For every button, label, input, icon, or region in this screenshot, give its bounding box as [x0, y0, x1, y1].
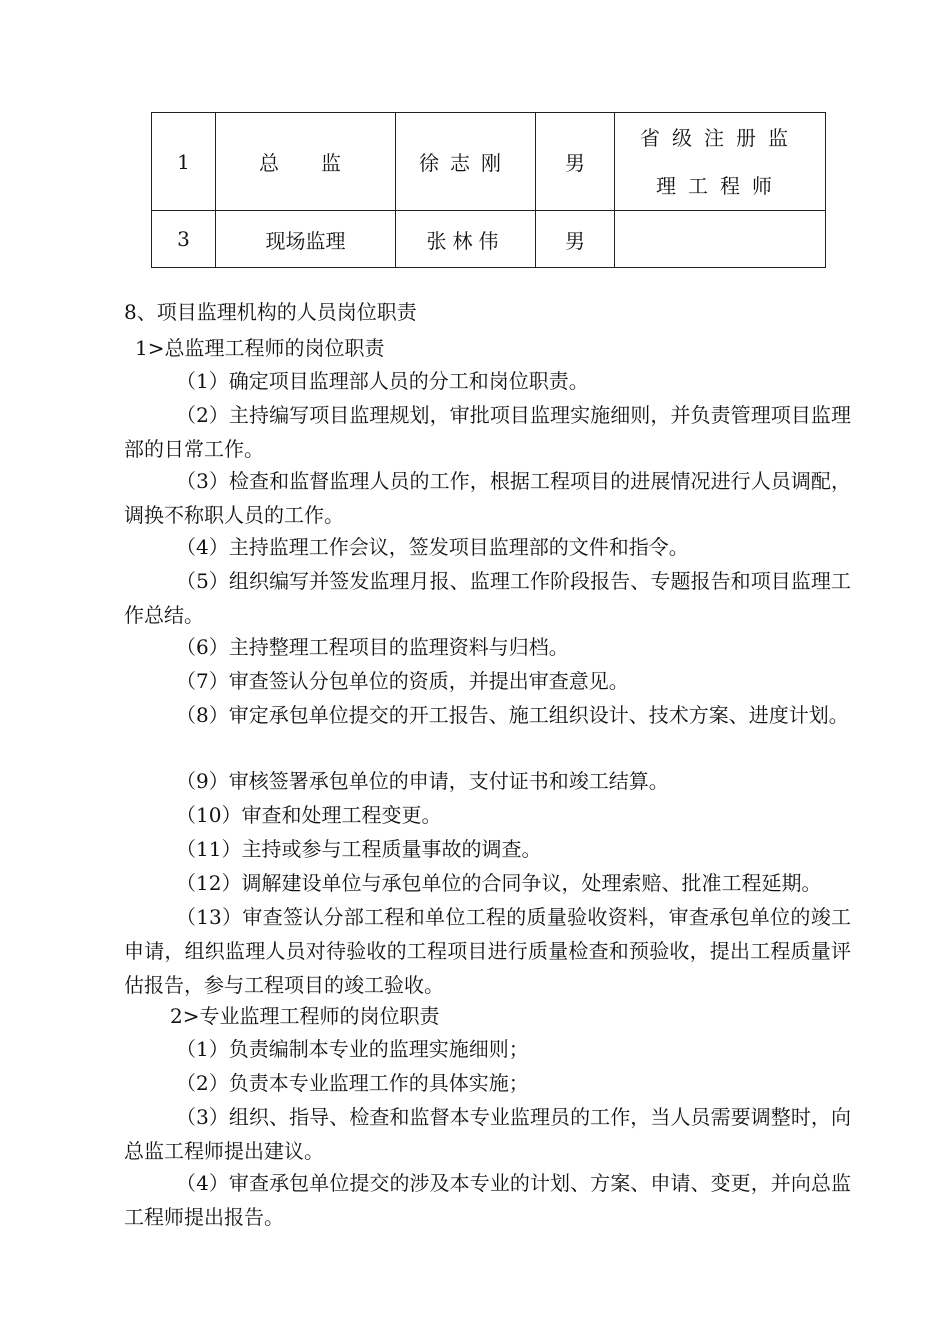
list-item: （7）审查签认分包单位的资质，并提出审查意见。	[176, 669, 629, 693]
gender-cell: 男	[536, 211, 615, 268]
list-item: （1）确定项目监理部人员的分工和岗位职责。	[176, 369, 589, 393]
certificate-cell	[615, 211, 826, 268]
list-item: （9）审核签署承包单位的申请，支付证书和竣工结算。	[176, 769, 669, 793]
table-row	[152, 211, 826, 268]
list-item: （12）调解建设单位与承包单位的合同争议，处理索赔、批准工程延期。	[176, 871, 822, 895]
table-row	[152, 113, 826, 211]
list-item: （11）主持或参与工程质量事故的调查。	[176, 837, 542, 861]
list-item: （1）负责编制本专业的监理实施细则；	[176, 1037, 529, 1061]
staff-table	[151, 112, 826, 268]
list-item: （13）审查签认分部工程和单位工程的质量验收资料，审查承包单位的竣工申请，组织监理人员对待验收的工程项目进行质量检查和预验收，提出工程质量评估报告，参与工程项目的竣工验收。	[124, 905, 851, 997]
list-item: （10）审查和处理工程变更。	[176, 803, 442, 827]
subsection-title: 1>总监理工程师的岗位职责	[135, 336, 385, 360]
name-cell: 张林伟	[396, 211, 536, 268]
section-heading: 8、项目监理机构的人员岗位职责	[124, 300, 417, 324]
role-cell: 总 监	[216, 113, 396, 211]
row-number: 1	[152, 113, 216, 211]
list-item: （6）主持整理工程项目的监理资料与归档。	[176, 635, 569, 659]
name-cell: 徐志刚	[396, 113, 536, 211]
row-number: 3	[152, 211, 216, 268]
certificate-cell	[615, 113, 826, 211]
list-item: （2）负责本专业监理工作的具体实施；	[176, 1071, 529, 1095]
list-item: （2）主持编写项目监理规划，审批项目监理实施细则，并负责管理项目监理部的日常工作。	[124, 403, 851, 461]
list-item: （4）审查承包单位提交的涉及本专业的计划、方案、申请、变更，并向总监工程师提出报告。	[124, 1171, 851, 1229]
list-item: （4）主持监理工作会议，签发项目监理部的文件和指令。	[176, 535, 689, 559]
list-item: （8）审定承包单位提交的开工报告、施工组织设计、技术方案、进度计划。	[176, 703, 849, 727]
certificate-line: 省级注册监	[640, 125, 800, 150]
list-item: （3）组织、指导、检查和监督本专业监理员的工作，当人员需要调整时，向总监工程师提出建议。	[124, 1105, 851, 1163]
list-item: （5）组织编写并签发监理月报、监理工作阶段报告、专题报告和项目监理工作总结。	[124, 569, 851, 627]
list-item: （3）检查和监督监理人员的工作，根据工程项目的进展情况进行人员调配，调换不称职人员的工作。	[124, 469, 851, 527]
certificate-line: 理工程师	[656, 173, 784, 198]
role-cell: 现场监理	[216, 211, 396, 268]
subsection-title: 2>专业监理工程师的岗位职责	[170, 1004, 440, 1028]
gender-cell: 男	[536, 113, 615, 211]
